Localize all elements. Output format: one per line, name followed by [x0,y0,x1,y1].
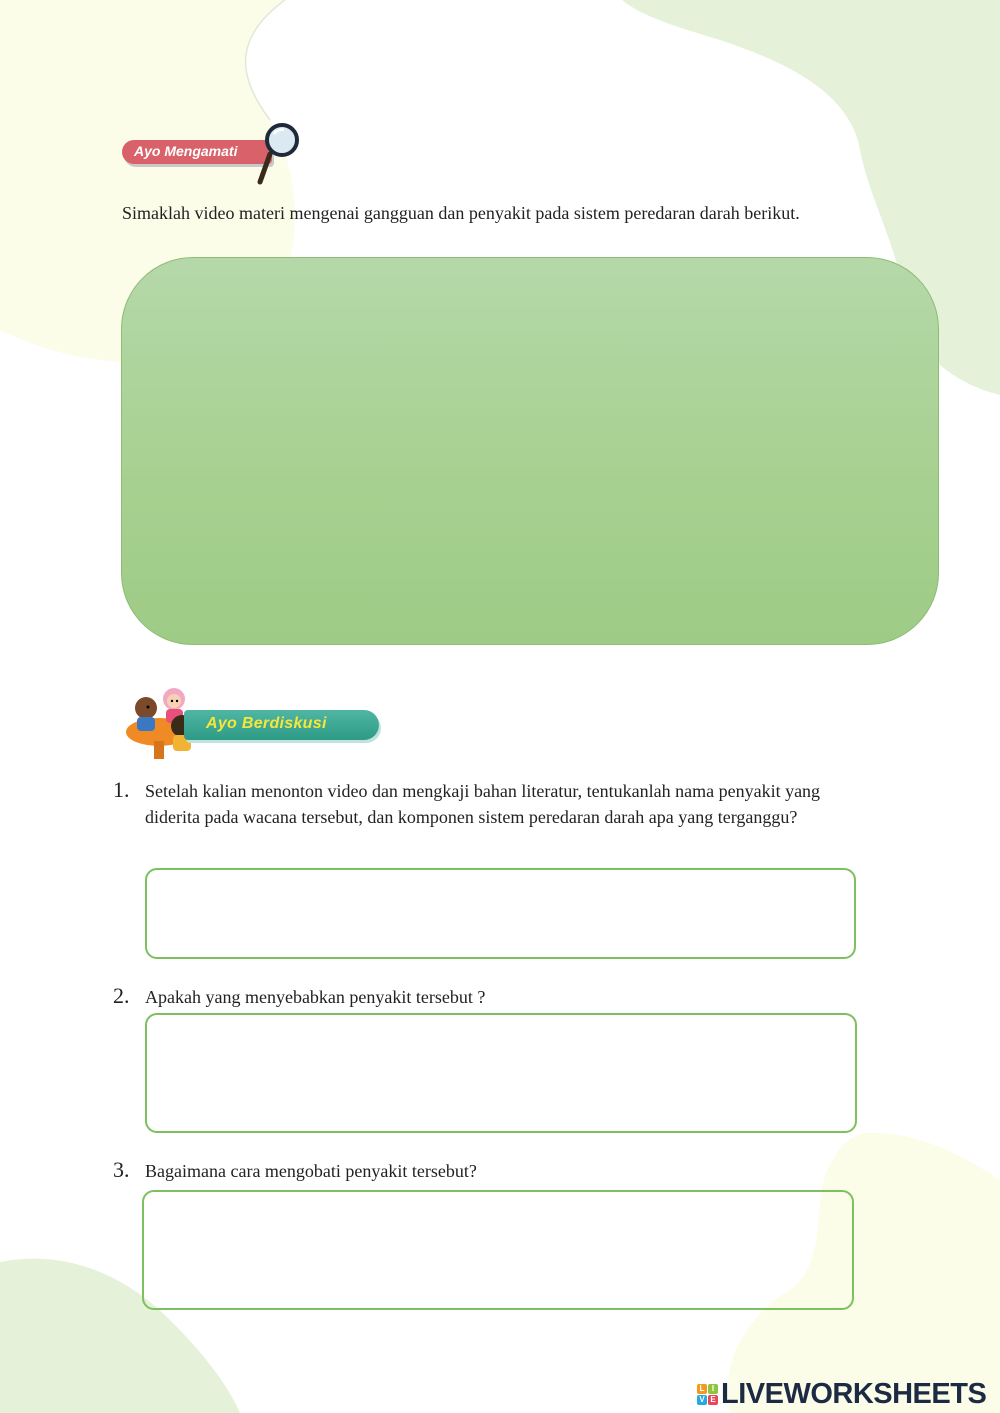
question-1-number: 1. [113,777,130,802]
ayo-mengamati-label: Ayo Mengamati [134,143,238,159]
ayo-mengamati-banner [122,120,307,190]
ayo-berdiskusi-pill [184,710,379,740]
answer-2-input[interactable] [145,1013,857,1133]
intro-instruction: Simaklah video materi mengenai gangguan dan penyakit pada sistem peredaran darah berikut. [122,203,800,223]
liveworksheets-brand: LIVEWORKSHEETS [721,1377,987,1410]
question-1-text: Setelah kalian menonton video dan mengkaji bahan literatur, tentukanlah nama penyakit yang diderita pada wacana tersebut, dan komponen sistem peredaran darah apa yang terganggu? [145,781,821,827]
icon-letter-e: E [708,1395,718,1405]
question-2-text: Apakah yang menyebabkan penyakit tersebut ? [145,987,486,1007]
ayo-mengamati-pill [122,140,272,164]
video-placeholder[interactable] [121,257,939,645]
answer-3-input[interactable] [142,1190,854,1310]
answer-1-input[interactable] [145,868,856,959]
question-2-number: 2. [113,983,130,1008]
question-3-number: 3. [113,1157,130,1182]
liveworksheets-logo[interactable] [697,1377,986,1411]
ayo-berdiskusi-label: Ayo Berdiskusi [206,715,327,732]
liveworksheets-icon [697,1384,718,1405]
question-3-text: Bagaimana cara mengobati penyakit tersebut? [145,1161,477,1181]
ayo-berdiskusi-banner [124,686,384,766]
icon-letter-l: L [697,1384,707,1394]
icon-letter-v: V [697,1395,707,1405]
magnifier-icon [254,120,304,190]
icon-letter-i: I [708,1384,718,1394]
